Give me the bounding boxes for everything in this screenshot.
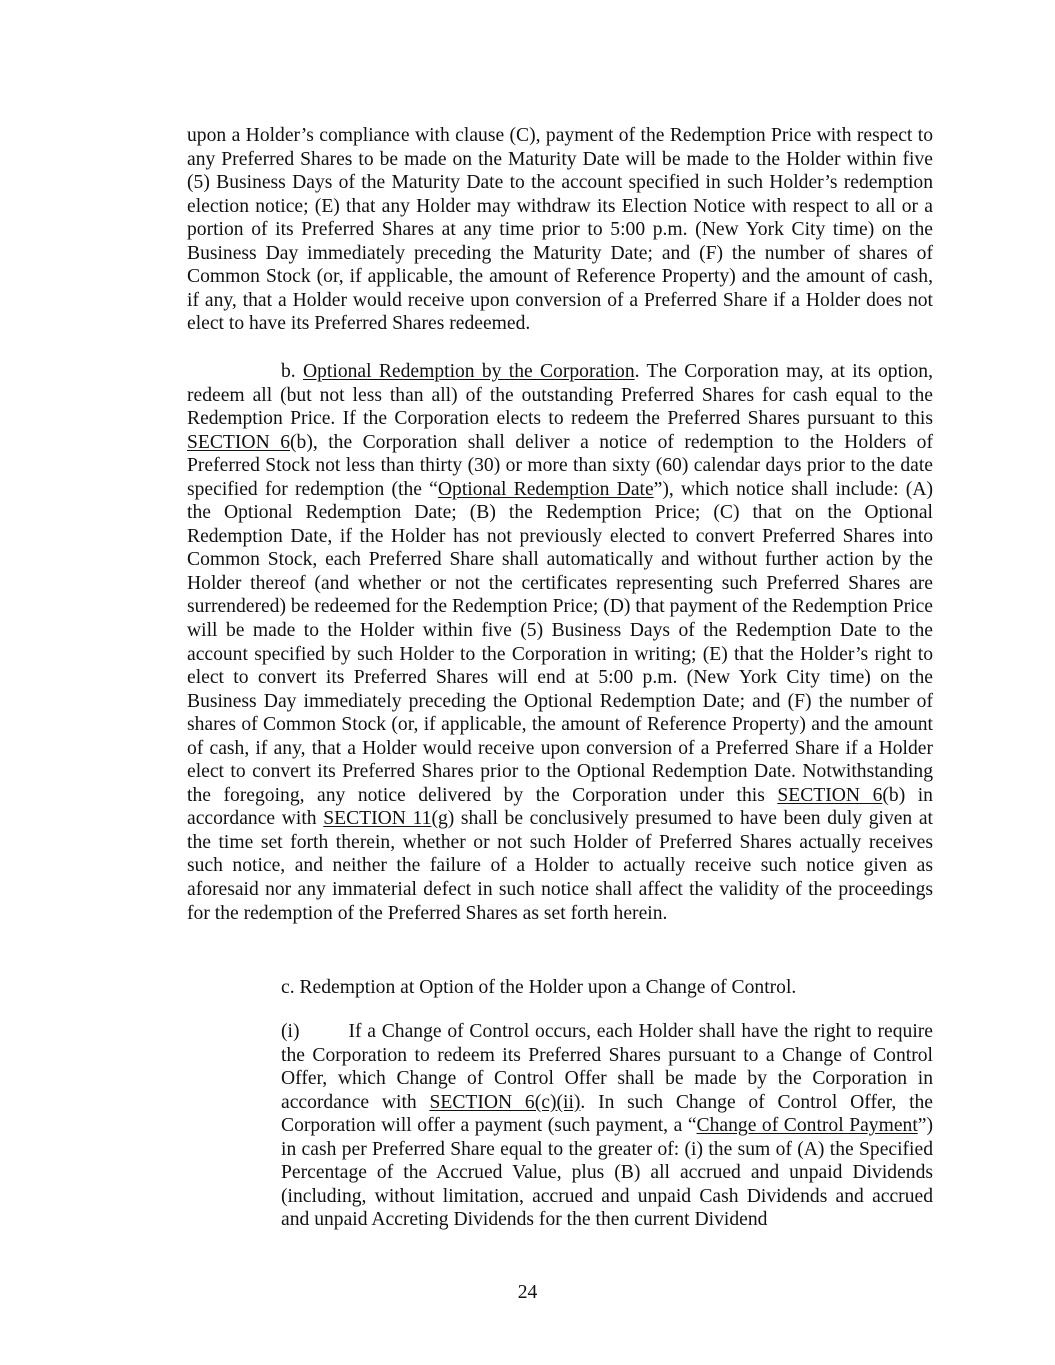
paragraph-marker: b.	[281, 361, 296, 382]
text-segment: ”) in cash per Preferred Share equal to the greater of: (i) the sum of (A) the Specified Percentage of the Accrued Value, plus (B) all accrued and unpaid Dividends (including, without limitation, accrued and unpaid Cash Dividends and accrued and unpaid Accreting Dividends for the then current Dividend	[281, 1115, 934, 1231]
section-reference: SECTION 11	[323, 808, 432, 830]
section-heading: Optional Redemption by the Corporation	[302, 361, 635, 382]
text-segment: . In such Change of Control Offer, the Corporation will offer a payment (such payment, a “	[281, 1091, 934, 1137]
defined-term: Optional Redemption Date	[437, 478, 654, 500]
subsection-heading: c. Redemption at Option of the Holder upon a Change of Control.	[281, 977, 797, 998]
text-segment: (b) in accordance with	[187, 784, 933, 830]
text-segment: (b), the Corporation shall deliver a notice of redemption to the Holders of Preferred Stock not less than thirty (30) or more than sixty (60) calendar days prior to the date specified for redemption (the “	[187, 431, 933, 500]
defined-term: Change of Control Payment	[696, 1115, 918, 1137]
section-reference: SECTION 6(c)(ii)	[429, 1091, 581, 1113]
text-segment: ”), which notice shall include: (A) the Optional Redemption Date; (B) the Redemption Price; (C) that on the Optional Redemption Date, if the Holder has not previously elected to convert Preferred Shares into Common Stock, each Preferred Share shall automatically and without further action by the Holder thereof (and whether or not the certificates representing such Preferred Shares are surrendered) be redeemed for the Redemption Price; (D) that payment of the Redemption Price will be made to the Holder within five (5) Business Days of the Redemption Date to the account specified by such Holder to the Corporation in writing; (E) that the Holder’s right to elect to convert its Preferred Shares will end at 5:00 p.m. (New York City time) on the Business Day immediately preceding the Optional Redemption Date; and (F) the number of shares of Common Stock (or, if applicable, the amount of Reference Property) and the amount of cash, if any, that a Holder would receive upon conversion of a Preferred Share if a Holder elect to convert its Preferred Shares prior to the Optional Redemption Date. Notwithstanding the foregoing, any notice delivered by the Corporation under this	[187, 478, 933, 806]
text-segment: (g) shall be conclusively presumed to have been duly given at the time set forth therein, whether or not such Holder of Preferred Shares actually receives such notice, and neither the failure of a Holder to actually receive such notice given as aforesaid nor any immaterial defect in such notice shall affect the validity of the proceedings for the redemption of the Preferred Shares as set forth herein.	[187, 808, 934, 924]
section-reference: SECTION 6	[187, 431, 290, 453]
text-segment: If a Change of Control occurs, each Holder shall have the right to require the Corporation to redeem its Preferred Shares pursuant to a Change of Control Offer, which Change of Control Offer shall be made by the Corporation in accordance with	[281, 1021, 933, 1113]
paragraph-optional-redemption	[187, 360, 933, 925]
paragraph-change-of-control	[281, 1020, 933, 1232]
page-number: 24	[517, 1282, 538, 1303]
text-segment: . The Corporation may, at its option, redeem all (but not less than all) of the outstanding Preferred Shares for cash equal to the Redemption Price. If the Corporation elects to redeem the Preferred Shares pursuant to this	[187, 361, 933, 430]
paragraph-continuation: upon a Holder’s compliance with clause (C), payment of the Redemption Price with respect to any Preferred Shares to be made on the Maturity Date will be made to the Holder within five (5) Business Days of the Maturity Date to the account specified in such Holder’s redemption election notice; (E) that any Holder may withdraw its Election Notice with respect to all or a portion of its Preferred Shares at any time prior to 5:00 p.m. (New York City time) on the Business Day immediately preceding the Maturity Date; and (F) the number of shares of Common Stock (or, if applicable, the amount of Reference Property) and the amount of cash, if any, that a Holder would receive upon conversion of a Preferred Share if a Holder does not elect to have its Preferred Shares redeemed.	[187, 125, 933, 335]
section-reference: SECTION 6	[777, 784, 883, 806]
paragraph-marker: (i)	[281, 1021, 300, 1042]
